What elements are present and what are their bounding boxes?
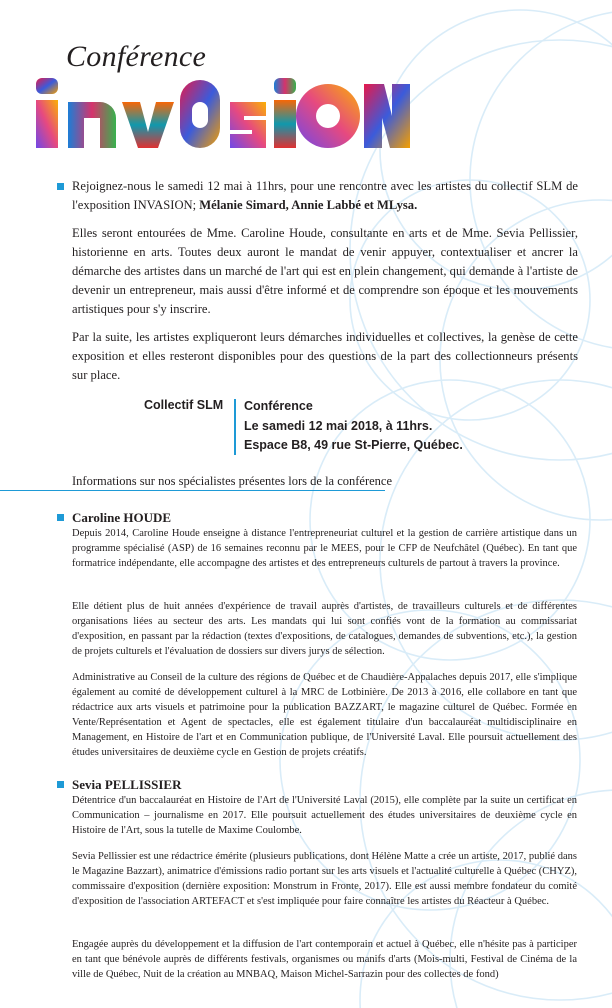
intro-paragraph-1 [72, 177, 578, 215]
person-name-caroline [72, 510, 171, 526]
invasion-logo [30, 72, 412, 152]
event-title: Conférence [244, 399, 313, 413]
event-date: Le samedi 12 mai 2018, à 11hrs. [244, 418, 433, 433]
artists-names: Mélanie Simard, Annie Labbé et MLysa. [199, 198, 418, 212]
person-name-sevia [72, 777, 181, 793]
event-details [244, 397, 544, 456]
event-info [100, 397, 580, 457]
sevia-paragraph-3: Engagée auprès du développement et la diffusion de l'art contemporain et actuel à Québec, elle n'hésite pas à participer en tant que bénévole auprès de différents festivals, organismes ou manifs d'arts (Mois-multi, Festival de Cinéma de la ville de Québec, Nuit de la création au MNBAQ, Maison Michel-Sarrazin pour des collectes de fond) [72, 939, 577, 980]
sevia-paragraph-1: Détentrice d'un baccalauréat en Histoire de l'Art de l'Université Laval (2015), elle complète par la suite un certificat en Communication – journalisme en 2017. Elle poursuit actuellement des études universitaires de deuxième cycle en Histoire de l'Art, sous la tutelle de Maxime Coulombe. [72, 795, 577, 836]
bullet-square-icon [57, 781, 64, 788]
event-place: Espace B8, 49 rue St-Pierre, Québec. [244, 438, 463, 452]
invasion-logo-art [30, 72, 412, 152]
specialists-underline [0, 490, 385, 491]
intro-paragraph-2: Elles seront entourées de Mme. Caroline Houde, consultante en arts et de Mme. Sevia Pellissier, historienne en arts. Toutes deux auront le mandat de venir appuyer, contextualiser et ancrer la démarche des artistes dans un marché de l'art qui est en plein changement, qui demande à l'artiste de devenir un entrepreneur, mais aussi d'être informé et de comprendre son époque et les mouvements artistiques pour s'y inscrire. [72, 226, 578, 316]
intro-paragraph-3: Par la suite, les artistes expliqueront leurs démarches individuelles et collectives, la genèse de cette exposition et elles resteront disponibles pour des questions de la part des collectionneurs présents sur place. [72, 330, 578, 382]
bullet-square-icon [57, 183, 64, 190]
conference-script-title: Conférence [66, 40, 207, 73]
collective-name: Collectif SLM [144, 398, 224, 412]
person-name-text: Sevia PELLISSIER [72, 777, 182, 792]
person-name-text: Caroline HOUDE [72, 510, 172, 525]
sevia-paragraph-2: Sevia Pellissier est une rédactrice émérite (plusieurs publications, dont Hélène Matte a crée un artiste, 2017, publié dans le Magazine Bazzart), animatrice d'émissions radio portant sur les arts visuels et l'actualité culturelle à Québec (CHYZ), commissaire d'exposition (dernière exposition: Monstrum in Fronte, 2017). Elle est aussi membre fondateur du comité d'exposition de l'association ARTEFACT et s'est impliquée pour faire connaître les artistes du Réacteur à Québec. [72, 851, 577, 907]
caroline-paragraph-1: Depuis 2014, Caroline Houde enseigne à distance l'entrepreneuriat culturel et la gestion de carrière artistique dans un programme spécialisé (ASP) de 16 semaines reconnu par le MEES, pour le CFP de Neufchâtel (Québec). En tant que formatrice indépendante, elle accompagne des artistes et des entrepreneurs culturels de partout à travers la province. [72, 528, 577, 569]
caroline-paragraph-2: Elle détient plus de huit années d'expérience de travail auprès d'artistes, de travailleurs culturels et de différentes organisations liées au secteur des arts. Les mandats qui lui sont confiés vont de la formation au commissariat d'exposition, en passant par la rédaction (textes d'expositions, de catalogues, demandes de subventions, etc.), la gestion de projets culturels et l'évaluation de dossiers sur divers jurys de sélection. [72, 601, 577, 657]
caroline-paragraph-3: Administrative au Conseil de la culture des régions de Québec et de Chaudière-Appalaches depuis 2017, elle s'implique également au comité de développement culturel à la MRC de Lotbinière. De 2013 à 2016, elle collabore en tant que rédactrice aux arts visuels et patrimoine pour la publication BAZZART, le magazine culturel de Québec. Formée en Vente/Représentation et Agent de spectacles, elle est également titulaire d'un baccalauréat multidisciplinaire en Management, en Histoire de l'art et en Communication publique, de l'Université Laval. Elle poursuit actuellement des études universitaires de deuxième cycle en Gestion de projets créatifs. [72, 672, 577, 758]
intro-text: Rejoignez-nous le samedi 12 mai à 11hrs, pour une rencontre avec les artistes du collectif SLM de l'exposition INVASION; [72, 179, 578, 212]
bullet-square-icon [57, 514, 64, 521]
info-divider [234, 399, 236, 455]
specialists-note: Informations sur nos spécialistes présentes lors de la conférence [72, 474, 393, 488]
